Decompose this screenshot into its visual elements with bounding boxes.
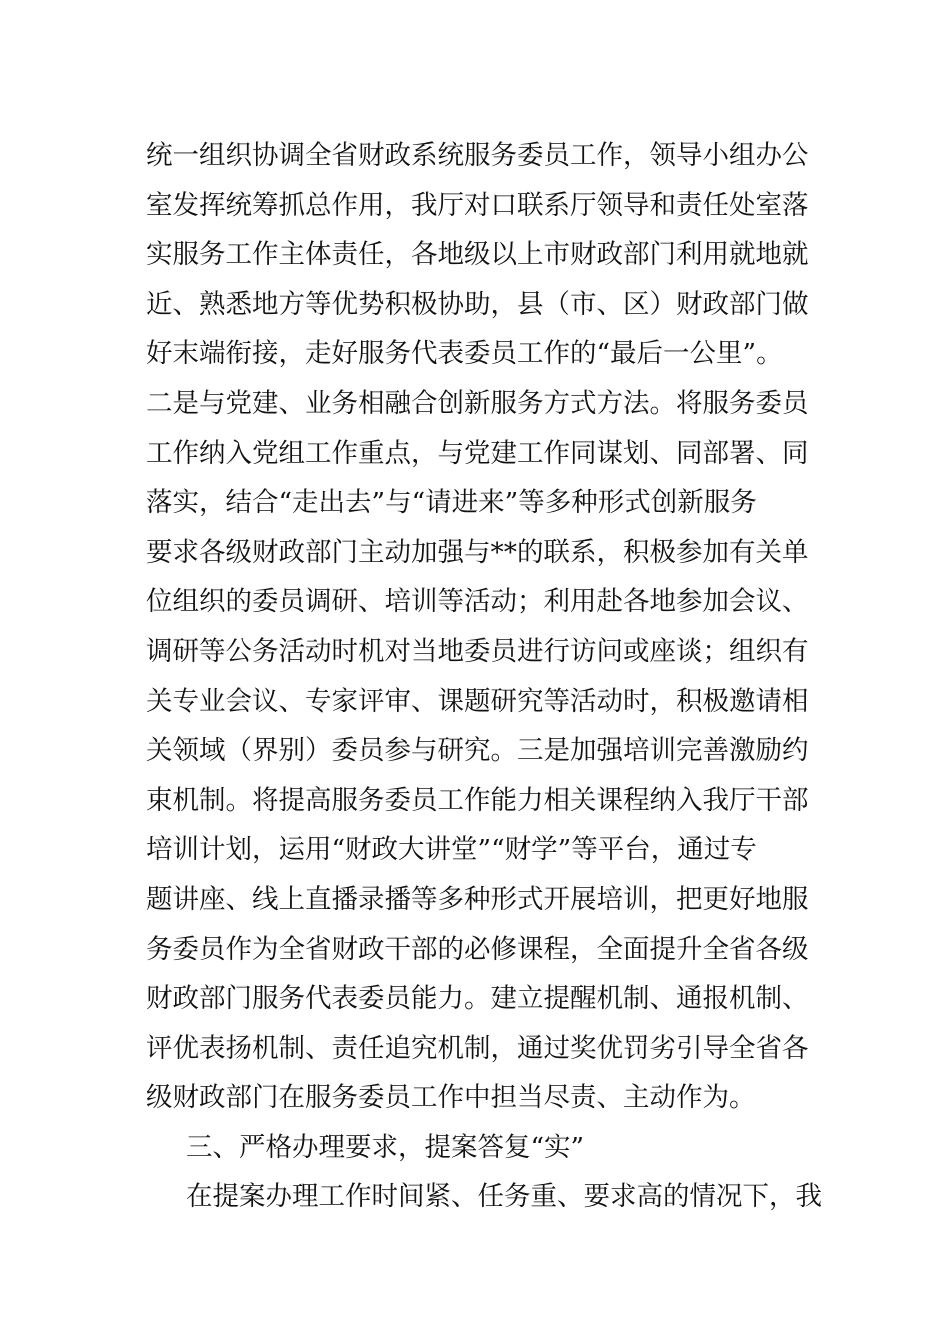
paragraph-line: 落实，结合“走出去”与“请进来”等多种形式创新服务 [146,487,757,519]
paragraph-line: 题讲座、线上直播录播等多种形式开展培训，把更好地服 [146,883,809,915]
paragraph-line: 财政部门服务代表委员能力。建立提醒机制、通报机制、 [146,983,809,1015]
paragraph-line: 在提案办理工作时间紧、任务重、要求高的情况下，我 [186,1181,822,1213]
paragraph-line: 关专业会议、专家评审、课题研究等活动时，积极邀请相 [146,685,809,717]
paragraph-line: 评优表扬机制、责任追究机制，通过奖优罚劣引导全省各 [146,1032,809,1064]
paragraph-line: 关领域（界别）委员参与研究。三是加强培训完善激励约 [146,735,809,767]
document-body [146,131,822,1222]
paragraph-line: 束机制。将提高服务委员工作能力相关课程纳入我厅干部 [146,784,809,816]
paragraph-line: 级财政部门在服务委员工作中担当尽责、主动作为。 [146,1082,756,1114]
paragraph-line: 务委员作为全省财政干部的必修课程，全面提升全省各级 [146,933,809,965]
paragraph-line: 近、熟悉地方等优势积极协助，县（市、区）财政部门做 [146,288,809,320]
paragraph-line: 调研等公务活动时机对当地委员进行访问或座谈；组织有 [146,635,809,667]
paragraph-line: 要求各级财政部门主动加强与**的联系，积极参加有关单 [146,536,809,568]
section-heading: 三、严格办理要求，提案答复“实” [186,1131,585,1163]
paragraph-line: 工作纳入党组工作重点，与党建工作同谋划、同部署、同 [146,437,809,469]
paragraph-line: 统一组织协调全省财政系统服务委员工作，领导小组办公 [146,140,809,171]
paragraph-line: 室发挥统筹抓总作用，我厅对口联系厅领导和责任处室落 [146,189,809,221]
paragraph-line: 二是与党建、业务相融合创新服务方式方法。将服务委员 [146,387,809,419]
paragraph-line: 实服务工作主体责任，各地级以上市财政部门利用就地就 [146,239,809,271]
paragraph-line: 好末端衔接，走好服务代表委员工作的“最后一公里”。 [146,338,783,370]
paragraph-line: 培训计划，运用“财政大讲堂”“财学”等平台，通过专 [146,834,757,866]
paragraph-line: 位组织的委员调研、培训等活动；利用赴各地参加会议、 [146,586,809,618]
